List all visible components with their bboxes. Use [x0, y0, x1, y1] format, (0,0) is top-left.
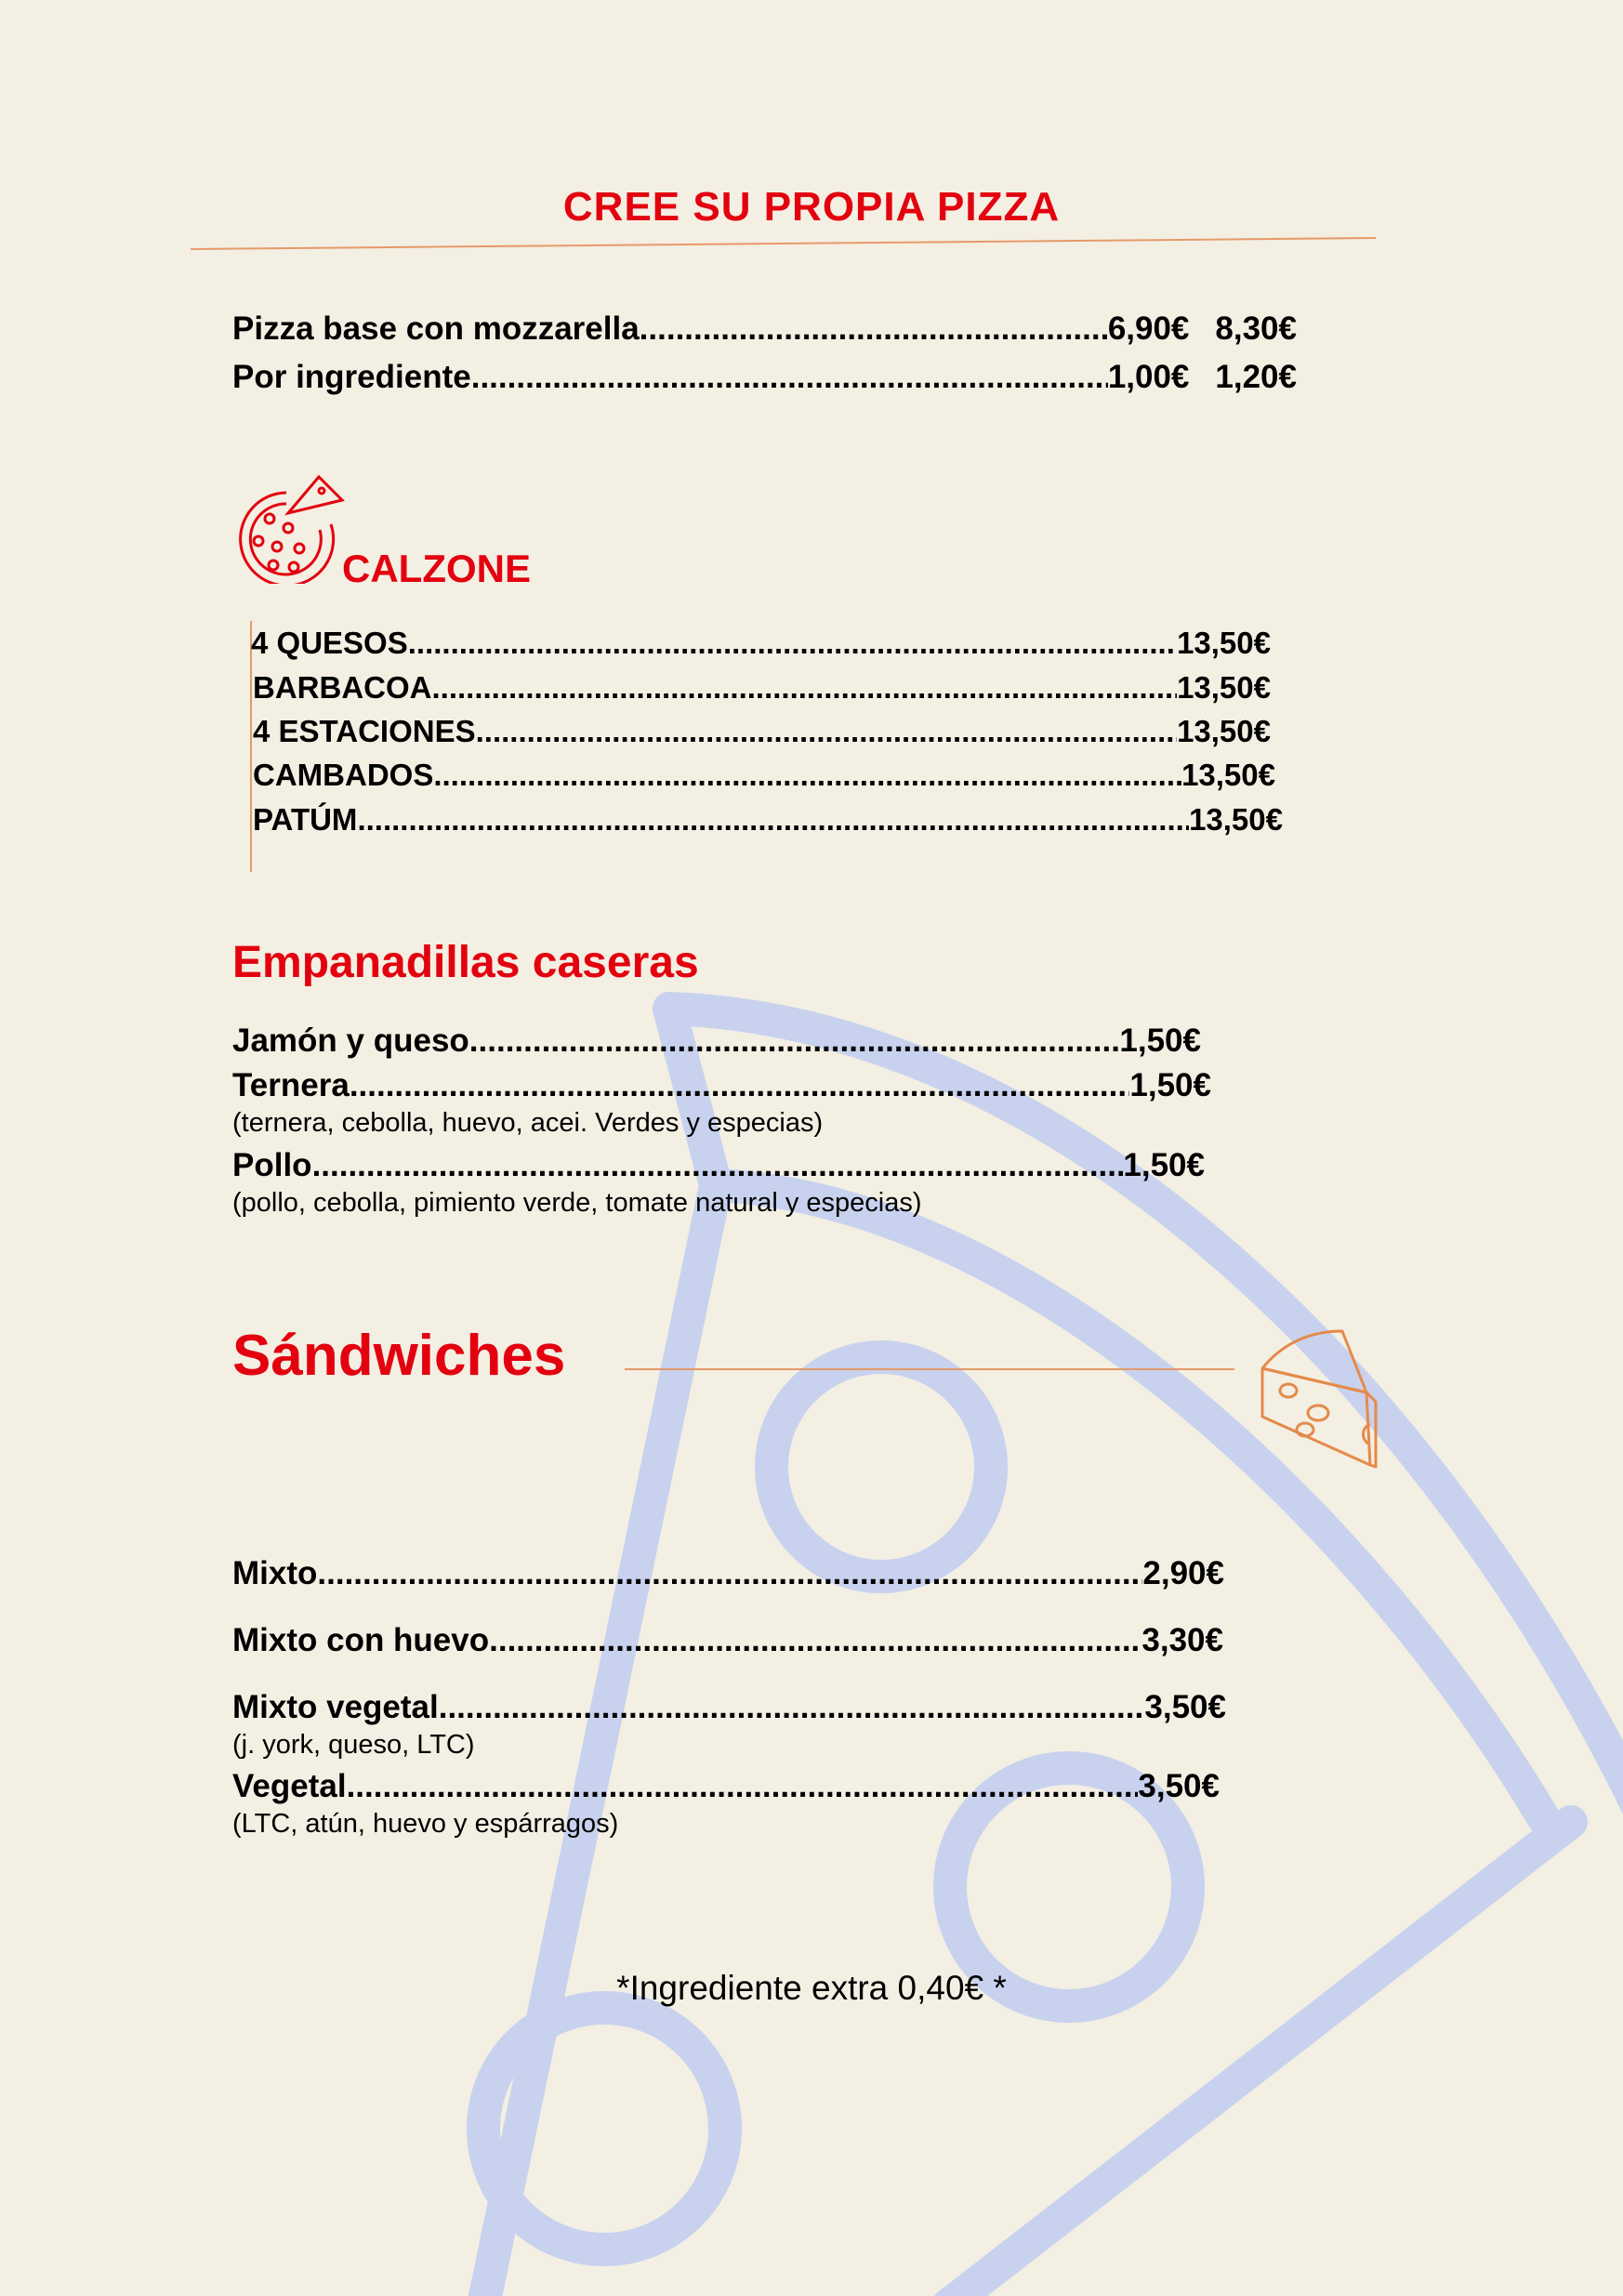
item-name: Pizza base con mozzarella [232, 310, 640, 347]
leader-dots [640, 310, 1108, 348]
item-name: Vegetal [232, 1768, 347, 1804]
item-price: 13,50€ [1181, 758, 1275, 792]
item-price: 1,50€ [1129, 1067, 1211, 1103]
item-name: Jamón y queso [232, 1023, 469, 1059]
title-divider [191, 234, 1380, 253]
leader-dots [357, 802, 1189, 838]
pizza-base-row [232, 310, 1297, 348]
leader-dots [408, 626, 1177, 661]
calzone-row [251, 626, 1271, 661]
item-name: 4 QUESOS [251, 626, 408, 660]
sandwich-row [232, 1555, 1224, 1592]
item-price-large: 8,30€ [1215, 310, 1297, 347]
empanadilla-row [232, 1067, 1211, 1104]
item-price: 2,90€ [1142, 1555, 1224, 1591]
item-name: PATÚM [253, 802, 358, 837]
per-ingredient-row [232, 359, 1297, 396]
sandwiches-divider [625, 1368, 1234, 1370]
sandwich-row [232, 1622, 1223, 1659]
leader-dots [439, 1689, 1145, 1726]
pizza-icon [231, 472, 347, 584]
item-name: Por ingrediente [232, 359, 471, 395]
item-description: (j. york, queso, LTC) [232, 1730, 475, 1760]
leader-dots [433, 758, 1181, 793]
leader-dots [432, 670, 1178, 706]
cheese-icon [1257, 1327, 1378, 1469]
calzone-row [253, 714, 1271, 749]
sandwiches-title: Sándwiches [232, 1324, 566, 1388]
item-price: 1,50€ [1119, 1023, 1201, 1059]
item-name: Mixto con huevo [232, 1622, 490, 1658]
item-name: Mixto vegetal [232, 1689, 439, 1725]
calzone-row [253, 670, 1271, 706]
leader-dots [476, 714, 1177, 749]
item-price: 3,50€ [1138, 1768, 1220, 1804]
sandwich-row [232, 1768, 1220, 1805]
item-price: 13,50€ [1177, 714, 1271, 748]
item-price: 3,50€ [1144, 1689, 1226, 1725]
leader-dots [350, 1067, 1130, 1104]
calzone-row [253, 758, 1275, 793]
leader-dots [317, 1555, 1142, 1592]
empanadilla-row [232, 1147, 1205, 1184]
calzone-title: CALZONE [342, 547, 531, 590]
item-price: 13,50€ [1177, 626, 1271, 660]
sandwich-row [232, 1689, 1226, 1726]
item-name: Pollo [232, 1147, 312, 1183]
item-price-large: 1,20€ [1215, 359, 1297, 395]
leader-dots [347, 1768, 1139, 1805]
leader-dots [469, 1023, 1120, 1060]
item-description: (ternera, cebolla, huevo, acei. Verdes y especias) [232, 1108, 824, 1138]
leader-dots [312, 1147, 1124, 1184]
item-name: BARBACOA [253, 670, 432, 705]
item-name: Mixto [232, 1555, 318, 1591]
item-price: 13,50€ [1189, 802, 1283, 837]
page-title: CREE SU PROPIA PIZZA [562, 184, 1061, 230]
item-name: CAMBADOS [253, 758, 434, 792]
empanadilla-row [232, 1023, 1201, 1060]
item-description: (LTC, atún, huevo y espárragos) [232, 1809, 619, 1839]
item-price-small: 6,90€ [1107, 310, 1190, 347]
extra-ingredient-note: *Ingrediente extra 0,40€ * [616, 1969, 1007, 2007]
item-name: 4 ESTACIONES [253, 714, 476, 748]
item-price-small: 1,00€ [1107, 359, 1190, 395]
item-price: 3,30€ [1141, 1622, 1223, 1658]
leader-dots [471, 359, 1108, 396]
empanadillas-title: Empanadillas caseras [232, 938, 699, 987]
item-name: Ternera [232, 1067, 350, 1103]
item-price: 13,50€ [1177, 670, 1271, 705]
item-description: (pollo, cebolla, pimiento verde, tomate natural y especias) [232, 1188, 922, 1218]
item-price: 1,50€ [1123, 1147, 1205, 1183]
calzone-row [253, 802, 1283, 838]
leader-dots [489, 1622, 1141, 1659]
